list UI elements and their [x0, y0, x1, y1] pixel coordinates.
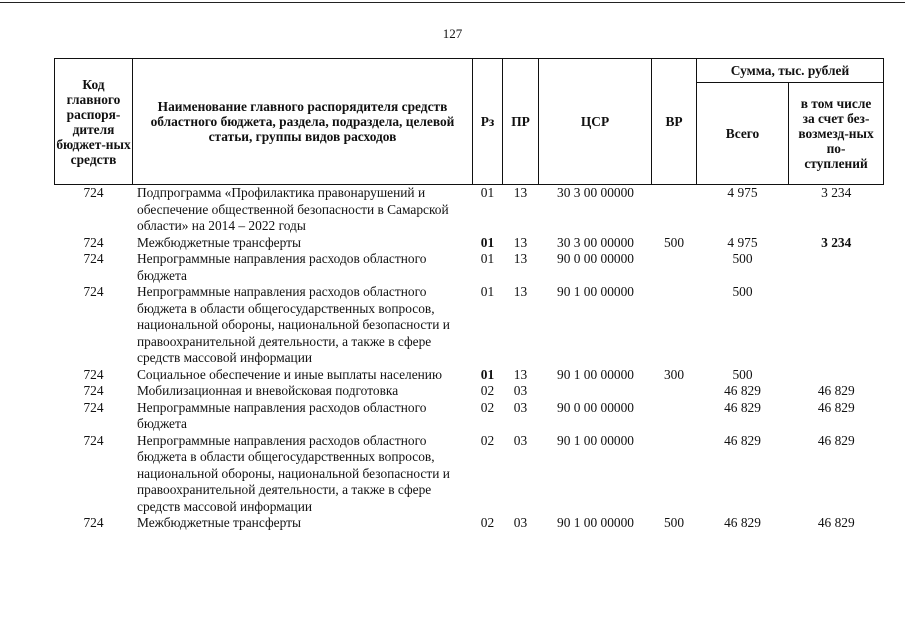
- cell-rz: 02: [480, 515, 495, 530]
- cell-gratis: [789, 251, 884, 284]
- cell-total: 500: [732, 366, 753, 382]
- cell-code: 724: [83, 284, 104, 299]
- cell-csr: 90 1 00 00000: [557, 284, 634, 299]
- table-body: [55, 185, 884, 532]
- cell-pr: 03: [513, 515, 528, 530]
- header-code: Код главного распоря-дителя бюджет-ных средств: [55, 59, 133, 185]
- budget-table: [54, 58, 884, 532]
- cell-vr: [652, 433, 697, 516]
- cell-vr: 300: [663, 366, 685, 382]
- scan-top-line: [0, 2, 905, 3]
- cell-rz: 01: [480, 284, 495, 299]
- cell-gratis: 46 829: [817, 432, 855, 448]
- cell-csr: 30 3 00 00000: [557, 185, 634, 200]
- header-sum: Сумма, тыс. рублей: [697, 59, 884, 83]
- cell-total: 500: [732, 284, 753, 299]
- cell-pr: 03: [513, 399, 528, 415]
- cell-name: Подпрограмма «Профилактика правонарушений и обеспечение общественной безопасности в Самарской области» на 2014 – 2022 годы: [137, 185, 449, 233]
- cell-rz: 01: [480, 234, 495, 250]
- cell-csr: 30 3 00 00000: [557, 234, 634, 250]
- cell-name: Социальное обеспечение и иные выплаты населению: [137, 366, 442, 382]
- cell-gratis: 3 234: [821, 234, 852, 250]
- cell-code: 724: [83, 234, 104, 250]
- cell-rz: 02: [480, 383, 495, 398]
- cell-csr: 90 1 00 00000: [557, 432, 634, 448]
- table-row: [55, 515, 884, 532]
- cell-total: 46 829: [724, 399, 761, 415]
- cell-pr: 13: [513, 234, 528, 250]
- header-vr: ВР: [652, 59, 697, 185]
- cell-code: 724: [83, 399, 104, 415]
- cell-rz: 01: [480, 185, 495, 200]
- header-total: Всего: [697, 83, 789, 185]
- cell-name: Непрограммные направления расходов областного бюджета в области общегосударственных вопросов, национальной обороны, национальной безопасности и правоохранительной деятельности, а также в сфере средств массовой информации: [137, 432, 450, 514]
- cell-total: 46 829: [724, 432, 761, 448]
- cell-pr: 13: [513, 366, 528, 382]
- cell-vr: 500: [663, 234, 685, 250]
- cell-vr: [652, 383, 697, 400]
- cell-pr: 13: [513, 185, 528, 200]
- cell-csr: 90 1 00 00000: [557, 515, 634, 530]
- cell-vr: 500: [663, 515, 685, 530]
- cell-rz: 02: [480, 432, 495, 448]
- cell-code: 724: [83, 366, 104, 382]
- cell-code: 724: [83, 383, 104, 398]
- cell-total: 4 975: [727, 185, 758, 200]
- cell-gratis: 3 234: [821, 185, 852, 200]
- cell-name: Межбюджетные трансферты: [137, 515, 301, 530]
- cell-code: 724: [83, 185, 104, 200]
- page-number: 127: [442, 26, 463, 41]
- cell-gratis: 46 829: [817, 515, 855, 530]
- cell-pr: 03: [513, 383, 528, 398]
- table-row: [55, 284, 884, 367]
- cell-rz: 02: [480, 399, 495, 415]
- cell-name: Мобилизационная и вневойсковая подготовка: [137, 383, 399, 398]
- cell-gratis: [789, 284, 884, 367]
- cell-code: 724: [83, 432, 104, 448]
- table-row: [55, 433, 884, 516]
- cell-code: 724: [83, 251, 104, 266]
- cell-gratis: 46 829: [817, 383, 855, 398]
- cell-total: 500: [732, 251, 753, 266]
- table-row: [55, 251, 884, 284]
- cell-vr: [652, 185, 697, 235]
- cell-csr: 90 1 00 00000: [557, 366, 634, 382]
- cell-code: 724: [83, 515, 104, 530]
- cell-csr: 90 0 00 00000: [557, 251, 634, 266]
- header-name: Наименование главного распорядителя средств областного бюджета, раздела, подраздела, целевой статьи, группы видов расходов: [133, 59, 473, 185]
- cell-pr: 03: [513, 432, 528, 448]
- cell-name: Непрограммные направления расходов областного бюджета: [137, 251, 427, 283]
- cell-gratis: [789, 367, 884, 384]
- table-row: [55, 383, 884, 400]
- cell-csr: [539, 383, 652, 400]
- cell-total: 4 975: [727, 234, 758, 250]
- cell-vr: [652, 284, 697, 367]
- cell-vr: [652, 400, 697, 433]
- cell-name: Непрограммные направления расходов областного бюджета в области общегосударственных вопросов, национальной обороны, национальной безопасности и правоохранительной деятельности, а также в сфере средств массовой информации: [137, 284, 450, 365]
- cell-rz: 01: [480, 366, 495, 382]
- table-row: [55, 367, 884, 384]
- cell-csr: 90 0 00 00000: [557, 399, 634, 415]
- header-csr: ЦСР: [539, 59, 652, 185]
- header-rz: Рз: [473, 59, 503, 185]
- cell-pr: 13: [513, 251, 528, 266]
- cell-vr: [652, 251, 697, 284]
- cell-total: 46 829: [724, 383, 761, 398]
- cell-name: Непрограммные направления расходов областного бюджета: [137, 399, 427, 431]
- header-pr: ПР: [503, 59, 539, 185]
- table-row: [55, 400, 884, 433]
- table-row: [55, 185, 884, 235]
- cell-total: 46 829: [724, 515, 761, 530]
- table-header: [55, 59, 884, 185]
- table-row: [55, 235, 884, 252]
- cell-rz: 01: [480, 251, 495, 266]
- header-gratis: в том числе за счет без-возмезд-ных по-ступлений: [789, 83, 884, 185]
- cell-pr: 13: [513, 284, 528, 299]
- cell-name: Межбюджетные трансферты: [137, 234, 301, 250]
- cell-gratis: 46 829: [817, 399, 855, 415]
